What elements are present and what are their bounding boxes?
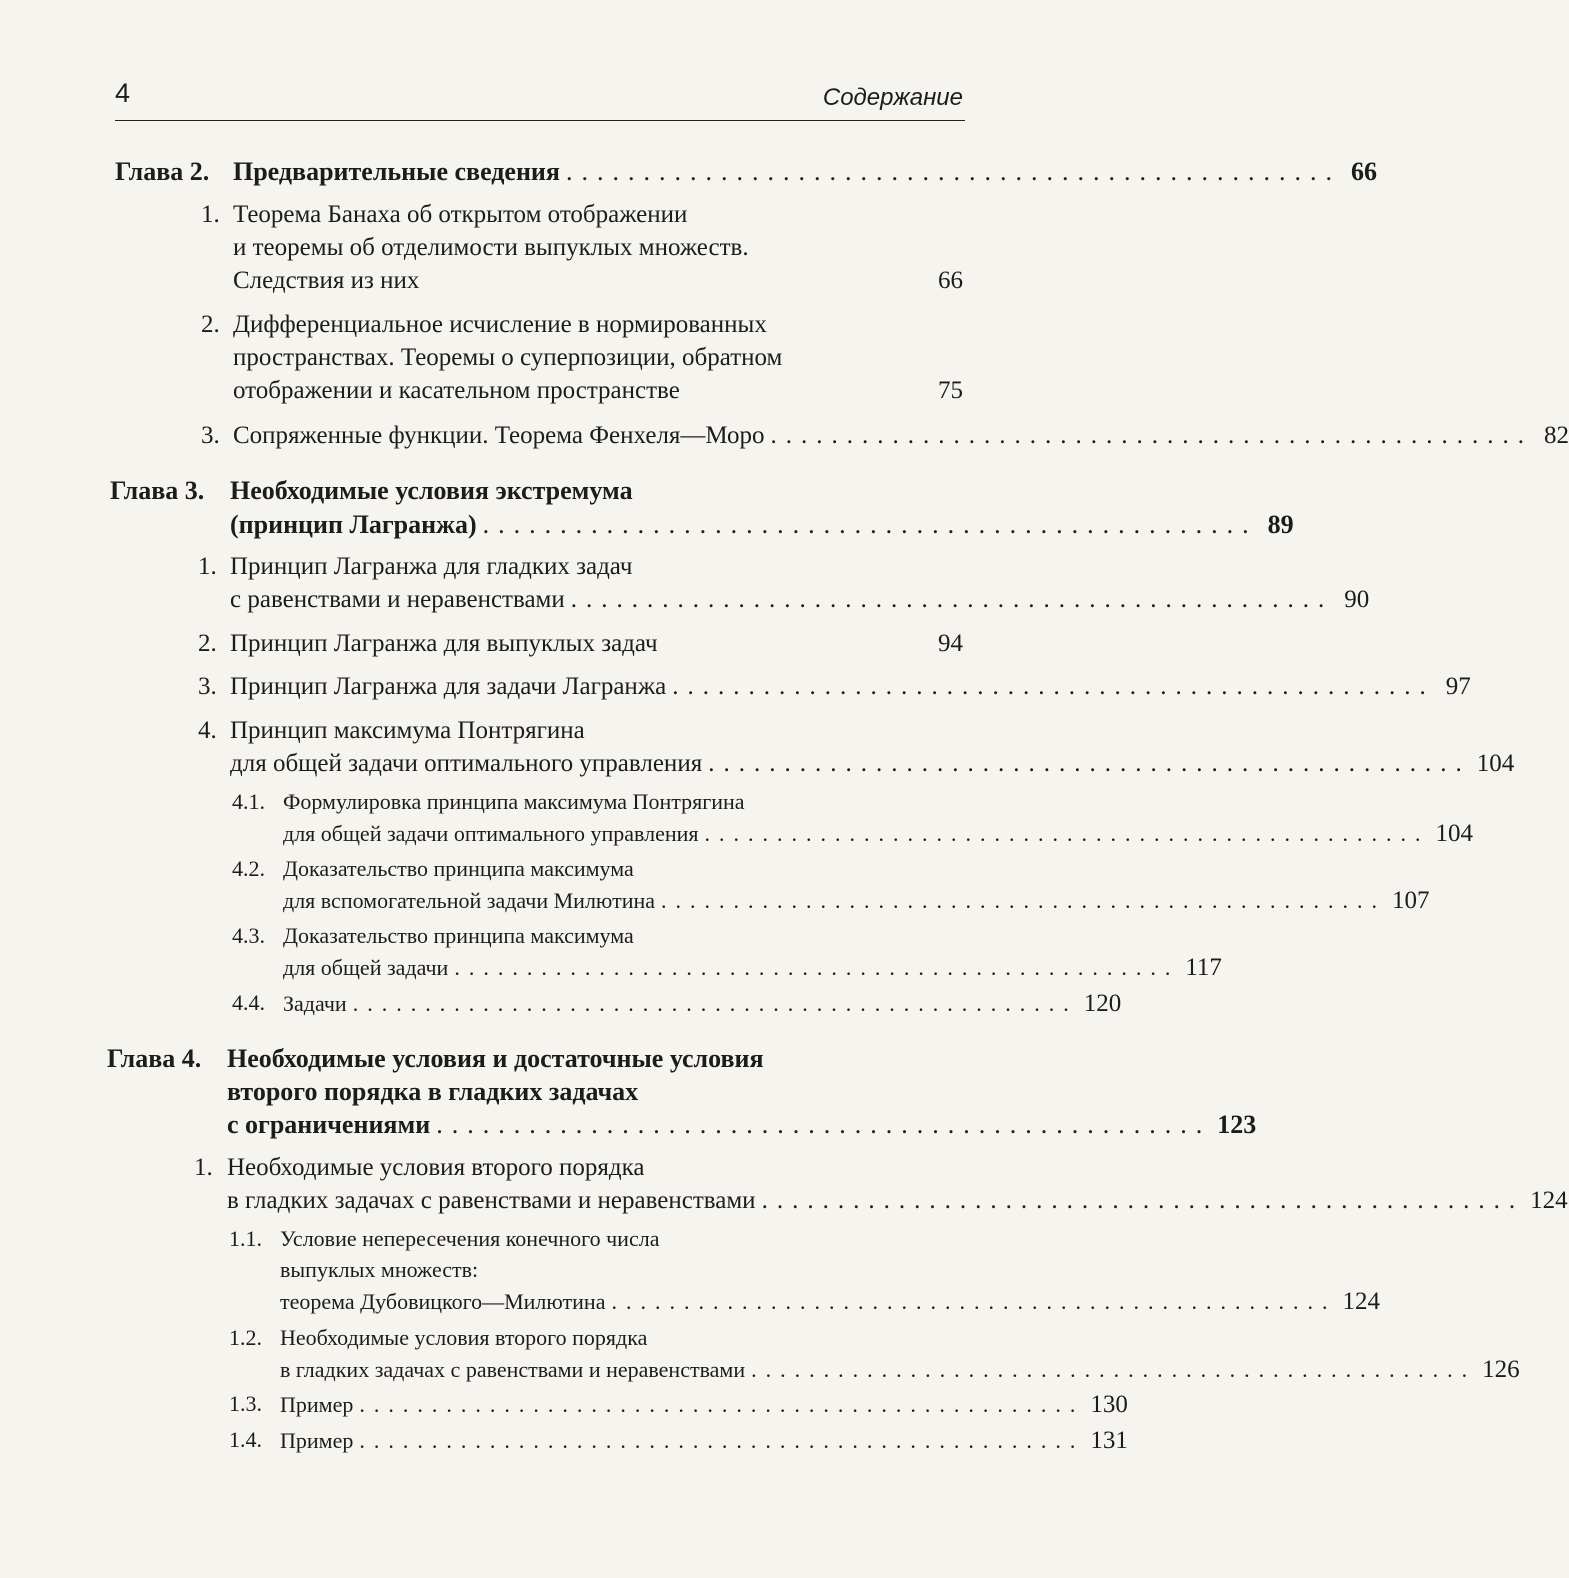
page-ref: 90 [1344, 586, 1370, 613]
page-ref: 126 [1482, 1356, 1520, 1383]
section-title-line: Дифференциальное исчисление в нормированных [233, 311, 767, 338]
section-title-line: Принцип Лагранжа для выпуклых задач [230, 630, 658, 657]
page-ref: 123 [1217, 1110, 1257, 1139]
section-number: 1. [194, 1154, 213, 1181]
subsection-number: 1.2. [229, 1325, 262, 1350]
toc-entry-section[interactable]: в гладких задачах с равенствами и неравенствами .................................................. 124 [227, 1187, 1568, 1214]
chapter-title-line: с ограничениями [227, 1110, 431, 1139]
section-title-line: Сопряженные функции. Теорема Фенхеля—Моро [233, 422, 765, 449]
page-ref: 104 [1476, 750, 1515, 777]
toc-entry-section[interactable]: для общей задачи оптимального управления .................................................. 104 [230, 750, 1515, 777]
toc-entry-chapter-2[interactable]: Предварительные сведения .................................................. 66 [233, 157, 1377, 186]
subsection-title-line: теорема Дубовицкого—Милютина [280, 1289, 606, 1314]
subsection-number: 1.3. [229, 1391, 262, 1416]
page-ref: 124 [1530, 1187, 1568, 1214]
page-ref: 97 [1445, 673, 1471, 700]
section-title-line: в гладких задачах с равенствами и неравенствами [227, 1187, 756, 1214]
section-title-line: Теорема Банаха об открытом отображении [233, 201, 688, 228]
subsection-title-line: Доказательство принципа максимума [283, 923, 634, 948]
section-number: 4. [198, 717, 217, 744]
toc-entry-subsection[interactable]: для вспомогательной задачи Милютина .................................................. 107 [283, 887, 1430, 914]
subsection-title-line: Формулировка принципа максимума Понтрягина [283, 789, 745, 814]
page-ref: 107 [1392, 887, 1430, 914]
page-ref: 117 [1185, 954, 1222, 981]
page-header [115, 78, 965, 121]
subsection-title-line: Задачи [283, 991, 347, 1016]
subsection-title-line: выпуклых множеств: [280, 1257, 479, 1282]
chapter-title-line: второго порядка в гладких задачах [227, 1077, 639, 1106]
subsection-title-line: в гладких задачах с равенствами и неравенствами [280, 1357, 746, 1382]
page-ref: 120 [1083, 990, 1122, 1017]
chapter-title: Предварительные сведения [233, 157, 560, 186]
section-title-line: Принцип максимума Понтрягина [230, 717, 585, 744]
toc-entry-subsection[interactable]: для общей задачи оптимального управления .................................................. 104 [283, 820, 1474, 847]
subsection-title-line: Пример [280, 1428, 354, 1453]
page-ref: 124 [1342, 1288, 1380, 1315]
section-title-line: пространствах. Теоремы о суперпозиции, обратном [233, 344, 783, 371]
section-number: 3. [201, 422, 220, 449]
subsection-number: 1.1. [229, 1226, 262, 1251]
toc-entry-section[interactable]: с равенствами и неравенствами .................................................. 90 [230, 586, 1370, 613]
subsection-title-line: для общей задачи [283, 955, 449, 980]
page-ref: 89 [1267, 510, 1294, 539]
toc-entry-section[interactable] [233, 377, 963, 405]
chapter-title-line: Необходимые условия и достаточные условия [227, 1044, 764, 1073]
subsection-number: 4.1. [232, 789, 265, 814]
subsection-title-line: Условие непересечения конечного числа [280, 1226, 660, 1251]
section-title-line: Принцип Лагранжа для задачи Лагранжа [230, 673, 667, 700]
subsection-title-line: для вспомогательной задачи Милютина [283, 888, 656, 913]
chapter-title-line: (принцип Лагранжа) [230, 510, 477, 539]
section-number: 1. [198, 553, 217, 580]
subsection-number: 1.4. [229, 1427, 262, 1452]
subsection-title-line: Доказательство принципа максимума [283, 856, 634, 881]
toc-entry-subsection[interactable]: в гладких задачах с равенствами и неравенствами .................................................. 126 [280, 1356, 1520, 1383]
section-number: 2. [198, 630, 217, 657]
section-title-line: Необходимые условия второго порядка [227, 1154, 645, 1181]
toc-entry-chapter-4[interactable]: с ограничениями .................................................. 123 [227, 1110, 1257, 1139]
page-ref: 82 [1544, 422, 1569, 449]
toc-entry-subsection[interactable]: Задачи .................................................. 120 [283, 990, 1122, 1017]
section-number: 3. [198, 673, 217, 700]
section-number: 1. [201, 201, 220, 228]
chapter-label: Глава 3. [110, 476, 205, 505]
running-title: Содержание [822, 84, 963, 111]
toc-entry-subsection[interactable]: для общей задачи .................................................. 117 [283, 954, 1222, 981]
chapter-label: Глава 2. [115, 157, 210, 186]
chapter-label: Глава 4. [107, 1044, 202, 1073]
section-title-line: и теоремы об отделимости выпуклых множеств. [233, 234, 749, 261]
section-title-line: Следствия из них [233, 267, 420, 294]
subsection-number: 4.3. [232, 923, 265, 948]
toc-entry-subsection[interactable]: Пример .................................................. 130 [280, 1391, 1128, 1418]
toc-entry-section[interactable] [230, 630, 963, 658]
page-ref: 131 [1090, 1427, 1128, 1454]
subsection-number: 4.4. [232, 990, 265, 1015]
section-title-line: для общей задачи оптимального управления [230, 750, 703, 777]
subsection-title-line: для общей задачи оптимального управления [283, 821, 699, 846]
subsection-title-line: Необходимые условия второго порядка [280, 1325, 648, 1350]
page-ref: 75 [938, 377, 963, 404]
subsection-number: 4.2. [232, 856, 265, 881]
section-title-line: с равенствами и неравенствами [230, 586, 565, 613]
toc-entry-subsection[interactable]: Пример .................................................. 131 [280, 1427, 1128, 1454]
section-title-line: Принцип Лагранжа для гладких задач [230, 553, 633, 580]
page-ref: 94 [938, 630, 963, 657]
toc-entry-section[interactable] [233, 267, 963, 295]
page-ref: 104 [1435, 820, 1474, 847]
chapter-title-line: Необходимые условия экстремума [230, 476, 633, 505]
section-number: 2. [201, 311, 220, 338]
page-ref: 130 [1090, 1391, 1128, 1418]
page-ref: 66 [938, 267, 963, 294]
toc-entry-section[interactable]: Сопряженные функции. Теорема Фенхеля—Моро .................................................. 82 [233, 422, 1569, 449]
subsection-title-line: Пример [280, 1392, 354, 1417]
section-title-line: отображении и касательном пространстве [233, 377, 680, 404]
toc-entry-chapter-3[interactable]: (принцип Лагранжа) .................................................. 89 [230, 510, 1294, 539]
toc-entry-section[interactable]: Принцип Лагранжа для задачи Лагранжа .................................................. 97 [230, 673, 1471, 700]
page-ref: 66 [1350, 157, 1377, 186]
toc-entry-subsection[interactable]: теорема Дубовицкого—Милютина .................................................. 124 [280, 1288, 1380, 1315]
page-number: 4 [115, 78, 131, 108]
